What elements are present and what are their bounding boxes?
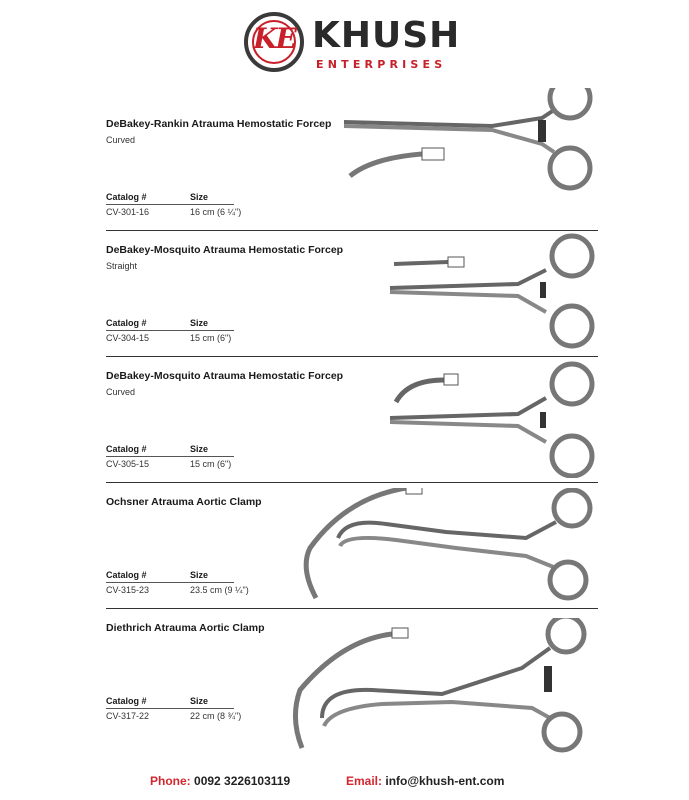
product-title: Diethrich Atrauma Aortic Clamp xyxy=(106,622,265,634)
instrument-size: 23.5 cm (9 ¼") xyxy=(190,585,249,595)
catalog-rule xyxy=(106,456,234,457)
size-header: Size xyxy=(190,570,209,580)
logo-monogram: KE xyxy=(253,22,295,55)
catalog-number: CV-301-16 xyxy=(106,207,150,217)
footer-email xyxy=(346,774,504,788)
catalog-header: Catalog # xyxy=(106,318,147,328)
forcep-curved-image xyxy=(388,358,598,478)
section-divider xyxy=(106,608,598,609)
logo-subtitle: ENTERPRISES xyxy=(316,58,447,71)
section-divider xyxy=(106,356,598,357)
product-title: DeBakey-Mosquito Atrauma Hemostatic Forcep xyxy=(106,244,344,256)
aortic-clamp-image xyxy=(286,488,596,604)
instrument-size: 15 cm (6") xyxy=(190,459,232,469)
product-variant: Straight xyxy=(106,261,138,271)
section-divider xyxy=(106,230,598,231)
product-section-2 xyxy=(106,244,598,370)
instrument-size: 15 cm (6") xyxy=(190,333,232,343)
product-variant: Curved xyxy=(106,387,136,397)
product-section-1 xyxy=(106,118,598,244)
section-divider xyxy=(106,482,598,483)
catalog-header: Catalog # xyxy=(106,570,147,580)
product-title: Ochsner Atrauma Aortic Clamp xyxy=(106,496,262,508)
brand-logo xyxy=(244,12,464,76)
email-label: Email: xyxy=(346,774,383,788)
footer-phone xyxy=(150,774,290,788)
aortic-clamp-image xyxy=(282,618,598,754)
product-title: DeBakey-Rankin Atrauma Hemostatic Forcep xyxy=(106,118,332,130)
product-section-4 xyxy=(106,496,598,622)
product-section-3 xyxy=(106,370,598,496)
instrument-size: 22 cm (8 ¾") xyxy=(190,711,242,721)
catalog-header: Catalog # xyxy=(106,696,147,706)
catalog-number: CV-315-23 xyxy=(106,585,150,595)
catalog-rule xyxy=(106,582,234,583)
forcep-straight-image xyxy=(388,232,598,352)
catalog-number: CV-317-22 xyxy=(106,711,150,721)
instrument-size: 16 cm (6 ¼") xyxy=(190,207,242,217)
email-link[interactable]: info@khush-ent.com xyxy=(385,774,505,788)
phone-number[interactable]: 0092 3226103119 xyxy=(194,774,291,788)
product-title: DeBakey-Mosquito Atrauma Hemostatic Forcep xyxy=(106,370,344,382)
catalog-rule xyxy=(106,330,234,331)
catalog-header: Catalog # xyxy=(106,192,147,202)
product-section-5 xyxy=(106,622,598,748)
catalog-header: Catalog # xyxy=(106,444,147,454)
catalog-number: CV-304-15 xyxy=(106,333,150,343)
phone-label: Phone: xyxy=(150,774,191,788)
catalog-rule xyxy=(106,708,234,709)
logo-name: KHUSH xyxy=(312,15,461,56)
size-header: Size xyxy=(190,444,209,454)
forcep-curved-image xyxy=(342,88,602,218)
catalog-rule xyxy=(106,204,234,205)
product-variant: Curved xyxy=(106,135,136,145)
catalog-number: CV-305-15 xyxy=(106,459,150,469)
size-header: Size xyxy=(190,696,209,706)
size-header: Size xyxy=(190,318,209,328)
size-header: Size xyxy=(190,192,209,202)
